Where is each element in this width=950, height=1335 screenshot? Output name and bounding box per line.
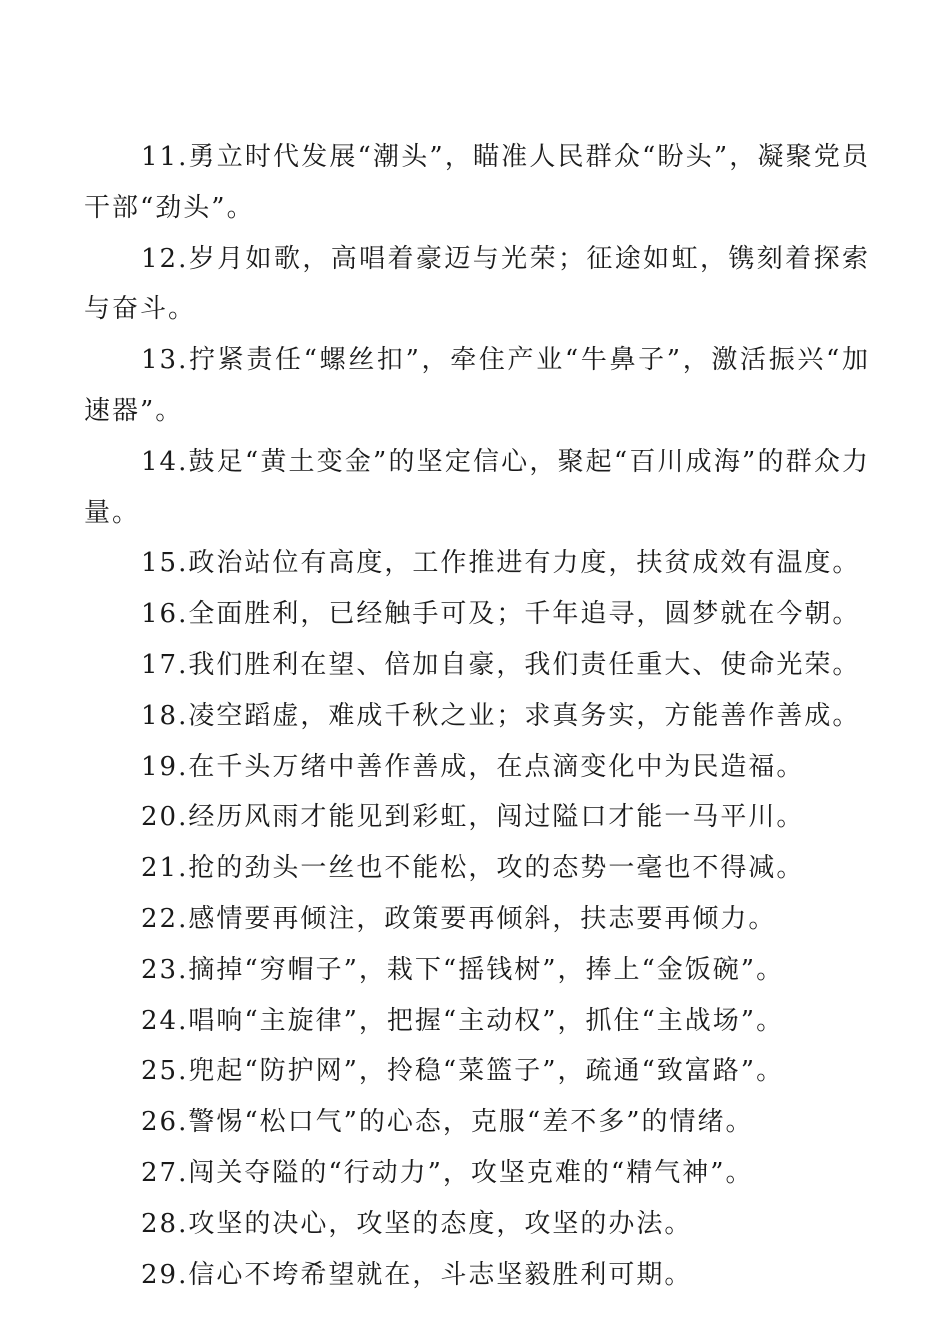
slogan-item-24: 24.唱响“主旋律”，把握“主动权”，抓住“主战场”。 [141,1005,785,1036]
slogan-item-20: 20.经历风雨才能见到彩虹，闯过隘口才能一马平川。 [141,802,805,833]
slogan-item-13: 13.拧紧责任“螺丝扣”，牵住产业“牛鼻子”，激活振兴“加速器”。 [84,345,870,426]
slogan-item-28: 28.攻坚的决心，攻坚的态度，攻坚的办法。 [141,1208,693,1239]
slogan-item-25: 25.兜起“防护网”，拎稳“菜篮子”，疏通“致富路”。 [141,1056,785,1087]
slogan-item-26: 26.警惕“松口气”的心态，克服“差不多”的情绪。 [141,1107,754,1138]
slogan-item-22: 22.感情要再倾注，政策要再倾斜，扶志要再倾力。 [141,903,777,934]
slogan-item-19: 19.在千头万绪中善作善成，在点滴变化中为民造福。 [141,751,805,782]
slogan-item-23: 23.摘掉“穷帽子”，栽下“摇钱树”，捧上“金饭碗”。 [141,954,785,985]
slogan-item-27: 27.闯关夺隘的“行动力”，攻坚克难的“精气神”。 [141,1157,754,1188]
slogan-item-15: 15.政治站位有高度，工作推进有力度，扶贫成效有温度。 [141,548,861,579]
slogan-item-14: 14.鼓足“黄土变金”的坚定信心，聚起“百川成海”的群众力量。 [84,446,870,528]
slogan-item-17: 17.我们胜利在望、倍加自豪，我们责任重大、使命光荣。 [141,649,861,680]
slogan-item-21: 21.抢的劲头一丝也不能松，攻的态势一毫也不得减。 [141,853,805,884]
slogan-item-11: 11.勇立时代发展“潮头”，瞄准人民群众“盼头”，凝聚党员干部“劲头”。 [84,142,870,223]
slogan-item-12: 12.岁月如歌，高唱着豪迈与光荣；征途如虹，镌刻着探索与奋斗。 [84,243,870,325]
document-body [84,132,870,1300]
slogan-item-29: 29.信心不垮希望就在，斗志坚毅胜利可期。 [141,1259,693,1290]
slogan-item-16: 16.全面胜利，已经触手可及；千年追寻，圆梦就在今朝。 [141,599,861,630]
slogan-item-18: 18.凌空蹈虚，难成千秋之业；求真务实，方能善作善成。 [141,700,861,731]
